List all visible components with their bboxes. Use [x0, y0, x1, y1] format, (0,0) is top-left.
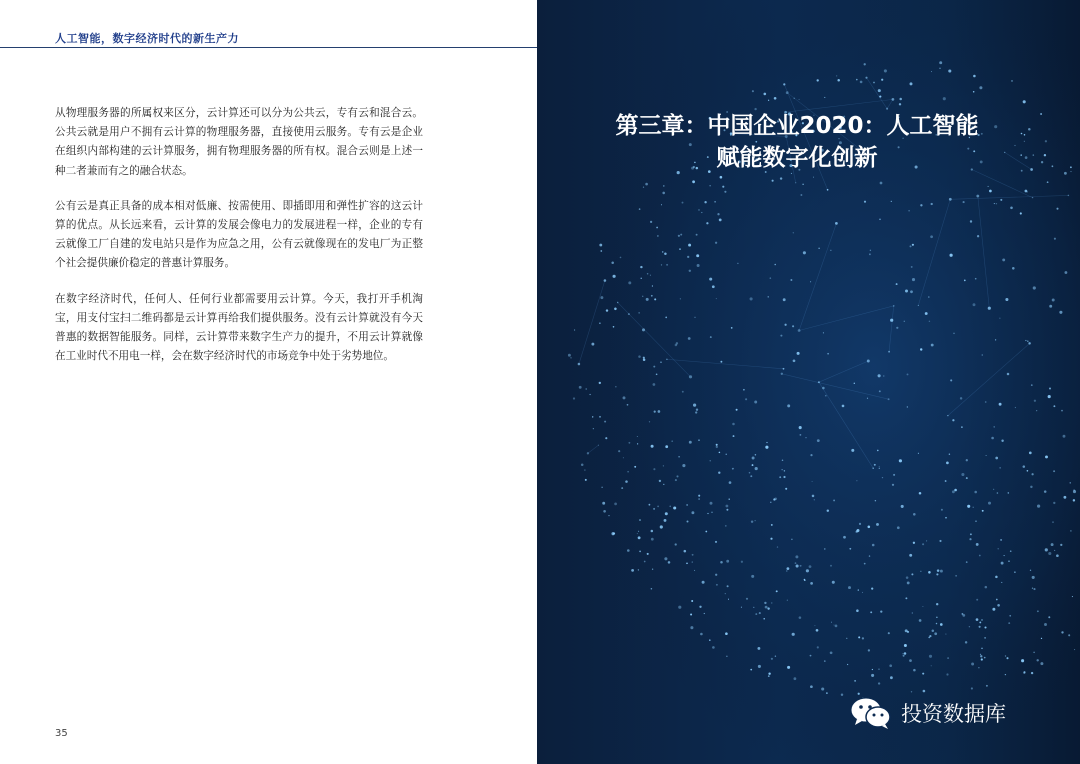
paragraph-1: 从物理服务器的所属权来区分，云计算还可以分为公共云，专有云和混合云。公共云就是用户不拥有云计算的物理服务器，直接使用云服务。专有云是企业在组织内部构建的云计算服务，拥有物理服务器的所有权。混合云则是上述一种二者兼而有之的融合状态。 [55, 107, 423, 177]
left-page [0, 0, 537, 764]
right-page [537, 0, 1080, 764]
watermark-text: 投资数据库 [901, 702, 1006, 726]
watermark [849, 696, 1006, 730]
running-header: 人工智能，数字经济时代的新生产力 [55, 32, 239, 45]
chapter-title-line-1: 第三章：中国企业2020：人工智能 [615, 113, 979, 139]
page-number: 35 [55, 728, 68, 739]
chapter-title-line-2: 赋能数字化创新 [716, 145, 878, 171]
wechat-icon [849, 696, 893, 730]
paragraph-2: 公有云是真正具备的成本相对低廉、按需使用、即插即用和弹性扩容的这云计算的优点。从长远来看，云计算的发展会像电力的发展进程一样，企业的专有云就像工厂自建的发电站只是作为应急之用，公有云就像现在的发电厂为正整个社会提供廉价稳定的普惠计算服务。 [55, 199, 423, 270]
body-text [55, 104, 423, 382]
chapter-title [537, 110, 1017, 174]
paragraph-3: 在数字经济时代，任何人、任何行业都需要用云计算。今天，我打开手机淘宝，用支付宝扫二维码都是云计算再给我们提供服务。没有云计算就没有今天普惠的数据智能服务。同样，云计算带来数字生产力的提升，不用云计算就像在工业时代不用电一样，会在数字经济时代的市场竞争中处于劣势地位。 [55, 292, 423, 363]
header-rule [0, 47, 537, 48]
